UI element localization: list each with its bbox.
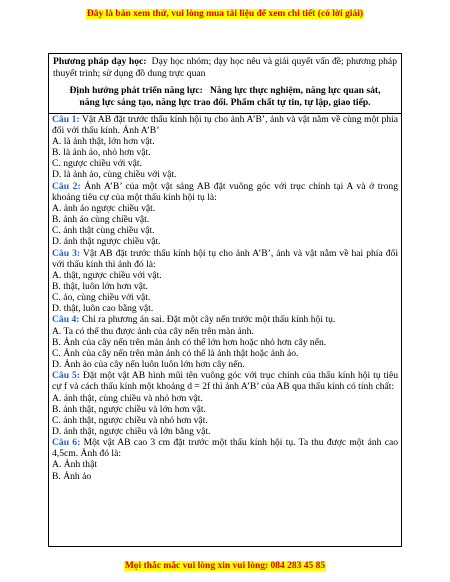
question-text: Vật AB đặt trước thấu kính hội tụ cho ảnh A’B’, ảnh và vật nằm về hai phía đối với thấu kính thì ảnh đó là: <box>52 247 398 270</box>
teaching-method-text: Dạy học nhóm; dạy học nêu và giải quyết vấn đề; phương pháp thuyết trình; sử dụng đồ dung trực quan <box>53 56 397 80</box>
answer-option: C. ảo, cùng chiều với vật. <box>52 292 151 304</box>
answer-option: B. Ảnh của cây nến trên màn ảnh có thể lớn hơn hoặc nhỏ hơn cây nến. <box>52 336 327 348</box>
answer-option: D. thật, luôn cao bằng vật. <box>52 303 154 315</box>
answer-option: A. Ta có thể thu được ảnh của cây nến trên màn ảnh. <box>52 325 254 337</box>
answer-option: B. thật, luôn lớn hơn vật. <box>52 280 148 292</box>
question-text: Chỉ ra phương án sai. Đặt một cây nến trước một thấu kính hội tụ. <box>81 314 336 326</box>
question-text: Ảnh A’B’ của một vật sáng AB đặt vuông góc với trục chính tại A và ở trong khoảng tiêu cự của một thấu kính hội tụ là: <box>52 180 398 203</box>
question-number: Câu 5: <box>52 370 81 382</box>
question-1 <box>52 114 398 181</box>
answer-option: C. ảnh thật cùng chiều vật. <box>52 225 155 237</box>
worksheet-table <box>48 53 402 547</box>
competence-text: Năng lực thực nghiệm, năng lực quan sát, năng lực sáng tạo, năng lực trao đổi. Phẩm chất tự tin, tự lập, giao tiếp. <box>79 84 381 109</box>
answer-option: C. Ảnh của cây nến trên màn ảnh có thể là ảnh thật hoặc ảnh ảo. <box>52 347 299 359</box>
question-list <box>49 114 401 482</box>
question-text: Vật AB đặt trước thấu kính hội tụ cho ảnh A’B’, ảnh và vật nằm về cùng một phía đối với thấu kính. Ảnh A’B’ <box>52 113 399 136</box>
question-number: Câu 3: <box>52 247 81 259</box>
preview-notice-banner <box>0 9 450 19</box>
answer-option: B. ảnh ảo cùng chiều vật. <box>52 214 150 226</box>
question-text: Một vật AB cao 3 cm đặt trước một thấu kính hội tụ. Ta thu được một ảnh cao 4,5cm. Ảnh đó là: <box>52 437 399 460</box>
competence-orientation <box>59 85 391 110</box>
question-4 <box>52 314 398 370</box>
question-number: Câu 6: <box>52 437 81 449</box>
answer-option: D. ảnh thật ngược chiều vật. <box>52 236 161 248</box>
answer-option: B. là ảnh ảo, nhỏ hơn vật. <box>52 147 151 159</box>
answer-option: A. Ảnh thật <box>52 459 98 471</box>
answer-option: C. ảnh thật, ngược chiều và nhỏ hơn vật. <box>52 414 208 426</box>
answer-option: B. Ảnh ảo <box>52 470 92 482</box>
contact-banner <box>0 561 450 571</box>
answer-option: D. ảnh thật, ngược chiều và lớn bằng vật. <box>52 426 211 437</box>
question-2 <box>52 181 398 248</box>
answer-option: A. ảnh thật, cùng chiều và nhỏ hơn vật. <box>52 392 203 404</box>
answer-option: A. thật, ngược chiều với vật. <box>52 269 162 281</box>
question-number: Câu 4: <box>52 314 80 326</box>
answer-option: D. là ảnh ảo, cùng chiều với vật. <box>52 169 177 181</box>
question-3 <box>52 248 398 315</box>
contact-text: Mọi thắc mắc vui lòng xin vui lòng: 084 283 45 85 <box>124 561 326 571</box>
question-number: Câu 2: <box>52 180 81 192</box>
answer-option: A. là ảnh thật, lớn hơn vật. <box>52 135 155 147</box>
question-6 <box>52 437 398 482</box>
answer-option: C. ngược chiều với vật. <box>52 158 142 170</box>
answer-option: A. ảnh ảo ngược chiều vật. <box>52 202 156 214</box>
preview-notice-text: Đây là bản xem thử, vui lòng mua tài liệu để xem chi tiết (có lời giải) <box>86 9 364 19</box>
competence-label: Định hướng phát triển năng lực: <box>69 84 203 96</box>
question-5 <box>52 370 398 437</box>
question-number: Câu 1: <box>52 113 80 125</box>
lesson-info-cell <box>49 54 401 114</box>
answer-option: B. ảnh thật, ngược chiều và lớn hơn vật. <box>52 403 206 415</box>
answer-option: D. Ảnh ảo của cây nến luôn luôn lớn hơn cây nến. <box>52 359 245 371</box>
teaching-method-label: Phương pháp dạy học: <box>53 56 147 67</box>
teaching-method <box>53 56 397 81</box>
question-text: Đặt một vật AB hình mũi tên vuông góc với trục chính của thấu kính hội tụ tiêu cự f và cách thấu kính một khoảng d = 2f thì ảnh A’B’ của AB qua thấu kính có tính chất: <box>52 370 398 393</box>
